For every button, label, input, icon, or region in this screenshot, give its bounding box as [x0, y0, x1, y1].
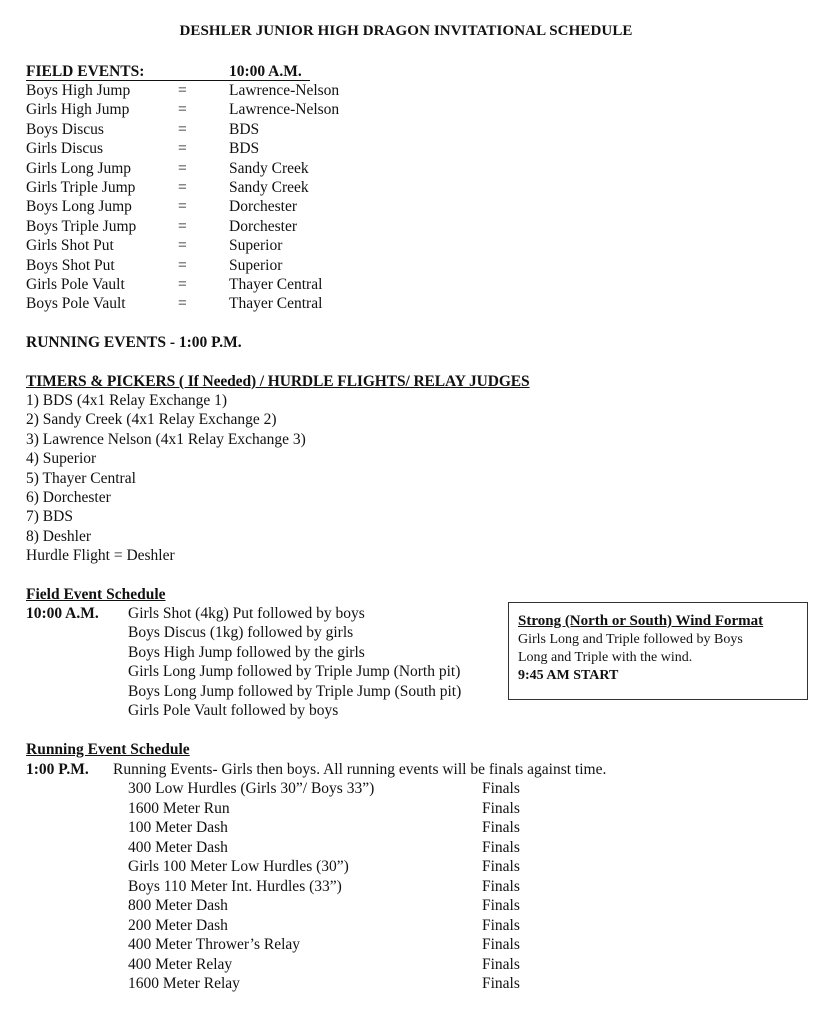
equals-sign: =: [178, 237, 187, 255]
timer-item: 8) Deshler: [26, 527, 91, 545]
field-schedule-time: 10:00 A.M.: [26, 605, 99, 622]
timer-item: 7) BDS: [26, 508, 73, 526]
equals-sign: =: [178, 120, 187, 138]
field-events-time: 10:00 A.M.: [229, 63, 302, 80]
equals-sign: =: [178, 159, 187, 177]
field-schedule-item: Boys Discus (1kg) followed by girls: [128, 624, 354, 642]
field-event-school: Thayer Central: [229, 276, 323, 293]
timer-item: 5) Thayer Central: [26, 469, 136, 487]
field-event-school: Superior: [229, 256, 283, 274]
equals-sign: =: [178, 295, 187, 313]
running-schedule-heading: Running Event Schedule: [26, 741, 190, 758]
running-event-type: Finals: [482, 838, 520, 856]
field-schedule-item: Girls Shot (4kg) Put followed by boys: [128, 605, 365, 622]
running-event-name: 400 Meter Thrower’s Relay: [128, 936, 301, 953]
running-event-name: Girls 100 Meter Low Hurdles (30”): [128, 858, 349, 875]
running-event-type: Finals: [482, 975, 520, 992]
field-event-name: Girls Triple Jump: [26, 179, 136, 196]
equals-sign: =: [178, 276, 187, 293]
timer-item: 6) Dorchester: [26, 488, 111, 506]
field-schedule-heading: Field Event Schedule: [26, 586, 166, 603]
field-schedule-item: Girls Long Jump followed by Triple Jump (North pit): [128, 663, 461, 681]
running-event-name: 800 Meter Dash: [128, 897, 228, 914]
running-event-type: Finals: [482, 780, 520, 797]
running-event-name: 400 Meter Relay: [128, 955, 233, 973]
running-schedule-description: Running Events- Girls then boys. All running events will be finals against time.: [113, 761, 607, 778]
field-event-school: Dorchester: [229, 217, 297, 235]
field-event-school: Thayer Central: [229, 295, 323, 313]
wind-box-title: Strong (North or South) Wind Format: [518, 613, 764, 629]
wind-box-line1: Girls Long and Triple followed by Boys: [518, 632, 743, 647]
running-event-name: 1600 Meter Run: [128, 799, 230, 817]
timer-item: 1) BDS (4x1 Relay Exchange 1): [26, 392, 228, 409]
field-event-school: Lawrence-Nelson: [229, 101, 340, 119]
timer-item: 2) Sandy Creek (4x1 Relay Exchange 2): [26, 411, 277, 429]
running-event-name: 100 Meter Dash: [128, 819, 228, 836]
timers-list: [26, 391, 306, 546]
field-event-name: Girls Discus: [26, 140, 104, 158]
running-event-name: 400 Meter Dash: [128, 838, 228, 856]
page-title: DESHLER JUNIOR HIGH DRAGON INVITATIONAL SCHEDULE: [179, 23, 633, 39]
timer-item: 4) Superior: [26, 450, 97, 468]
field-schedule-item: Boys Long Jump followed by Triple Jump (South pit): [128, 682, 462, 700]
field-event-school: Lawrence-Nelson: [229, 82, 340, 99]
equals-sign: =: [178, 82, 187, 99]
wind-box-start: 9:45 AM START: [518, 668, 619, 683]
equals-sign: =: [178, 140, 187, 158]
field-event-school: BDS: [229, 120, 260, 138]
equals-sign: =: [178, 256, 187, 274]
running-events-line: RUNNING EVENTS - 1:00 P.M.: [26, 334, 242, 351]
running-schedule-time: 1:00 P.M.: [26, 761, 89, 778]
running-event-type: Finals: [482, 955, 520, 973]
running-event-name: Boys 110 Meter Int. Hurdles (33”): [128, 877, 342, 895]
field-event-school: Superior: [229, 237, 283, 255]
field-event-school: Dorchester: [229, 198, 297, 216]
field-schedule-item: Boys High Jump followed by the girls: [128, 643, 365, 661]
field-events-heading: FIELD EVENTS:: [26, 63, 145, 80]
equals-sign: =: [178, 101, 187, 119]
field-event-name: Girls Long Jump: [26, 159, 132, 177]
field-event-name: Girls High Jump: [26, 101, 130, 119]
field-event-name: Boys Discus: [26, 120, 104, 138]
field-event-school: BDS: [229, 140, 260, 158]
field-event-name: Girls Pole Vault: [26, 276, 125, 293]
equals-sign: =: [178, 198, 187, 216]
running-event-type: Finals: [482, 819, 520, 836]
wind-box-line2: Long and Triple with the wind.: [518, 650, 693, 665]
running-event-name: 1600 Meter Relay: [128, 975, 240, 992]
equals-sign: =: [178, 179, 187, 196]
running-event-type: Finals: [482, 799, 520, 817]
timer-item: 3) Lawrence Nelson (4x1 Relay Exchange 3): [26, 430, 306, 448]
hurdle-flight-line: Hurdle Flight = Deshler: [26, 547, 175, 564]
equals-sign: =: [178, 217, 187, 235]
field-event-name: Boys Triple Jump: [26, 217, 137, 235]
field-event-name: Boys Pole Vault: [26, 295, 126, 313]
running-event-type: Finals: [482, 897, 520, 914]
running-event-name: 300 Low Hurdles (Girls 30”/ Boys 33”): [128, 780, 375, 797]
running-event-type: Finals: [482, 877, 520, 895]
wind-format-box: [508, 602, 808, 700]
running-event-type: Finals: [482, 858, 520, 875]
field-event-name: Girls Shot Put: [26, 237, 114, 255]
field-event-name: Boys High Jump: [26, 82, 131, 99]
field-schedule-item: Girls Pole Vault followed by boys: [128, 702, 339, 719]
field-event-school: Sandy Creek: [229, 159, 309, 177]
field-event-school: Sandy Creek: [229, 179, 309, 196]
timers-heading: TIMERS & PICKERS ( If Needed) / HURDLE FLIGHTS/ RELAY JUDGES: [26, 373, 530, 390]
running-event-type: Finals: [482, 936, 520, 953]
running-event-type: Finals: [482, 916, 520, 934]
field-event-name: Boys Shot Put: [26, 256, 115, 274]
field-event-name: Boys Long Jump: [26, 198, 132, 216]
running-event-name: 200 Meter Dash: [128, 916, 228, 934]
